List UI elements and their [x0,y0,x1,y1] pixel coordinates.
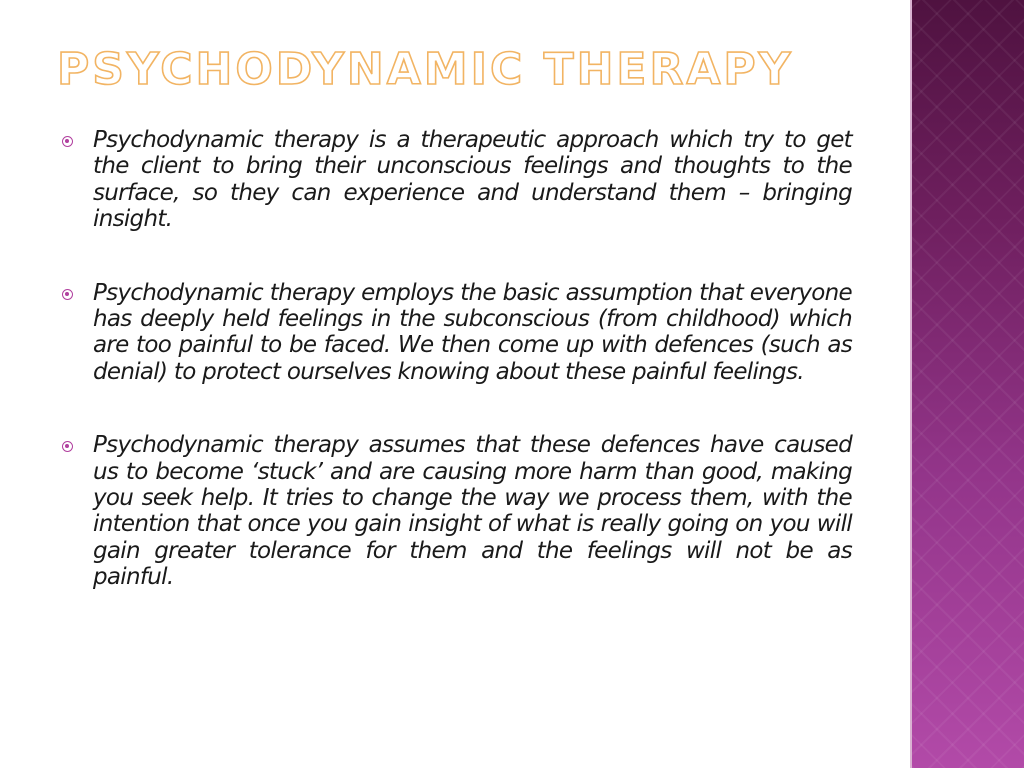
circle-dot-icon [62,441,73,452]
bullet-text: Psychodynamic therapy employs the basic assumption that everyone has deeply held feelings in the subconscious (from childhood) which are too painful to be faced. We then come up with defences (such as denial) to protect ourselves knowing about these painful feelings. [93,279,852,385]
bullet-text: Psychodynamic therapy assumes that these defences have caused us to become ‘stuck’ and are causing more harm than good, making you seek help. It tries to change the way we process them, with the intention that once you gain insight of what is really going on you will gain greater tolerance for them and the feelings will not be as painful. [93,432,852,591]
bullet-item [62,127,852,233]
slide-title: PSYCHODYNAMIC THERAPY [57,44,794,95]
circle-dot-icon [62,289,73,300]
bullet-item [62,280,852,386]
bullet-text: Psychodynamic therapy is a therapeutic approach which try to get the client to bring their unconscious feelings and thoughts to the surface, so they can experience and understand them – bringing insight. [93,127,852,233]
decorative-side-panel [912,0,1024,768]
circle-dot-icon [62,136,73,147]
bullet-list [62,127,852,638]
bullet-item [62,432,852,590]
